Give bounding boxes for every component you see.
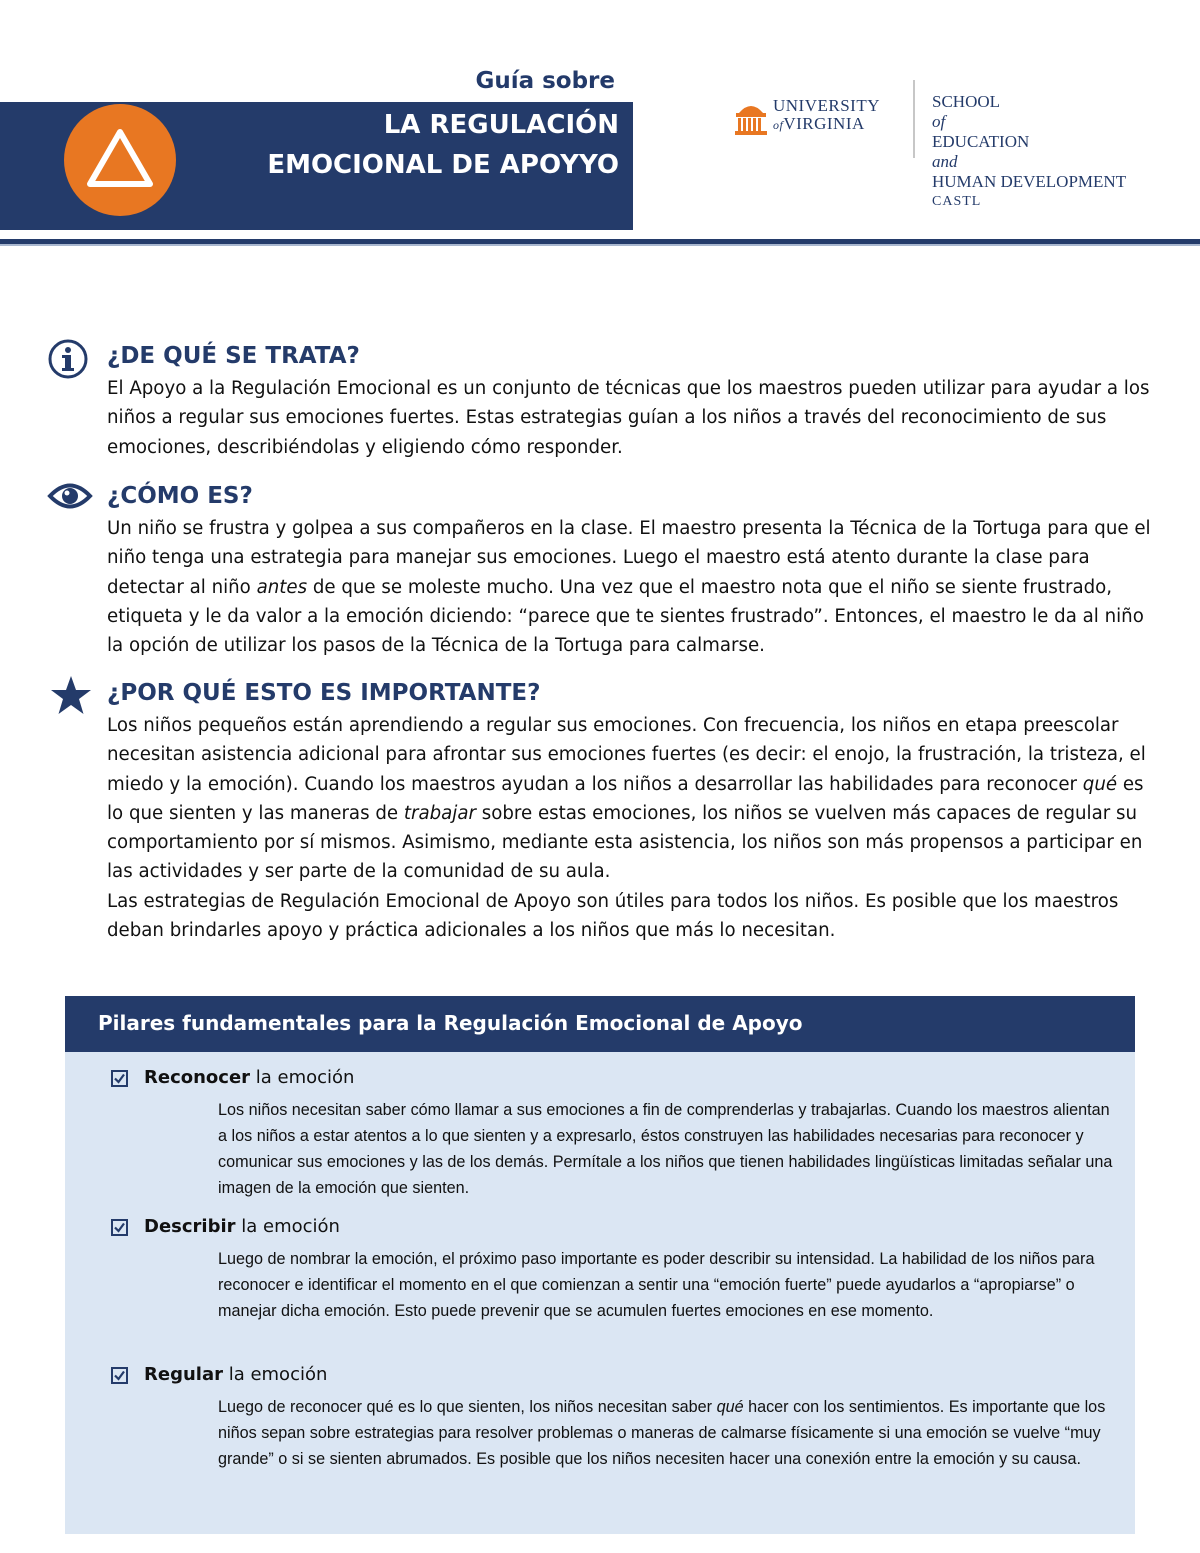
- school-line2-and: and: [932, 152, 958, 171]
- pillar-verb: Describir: [144, 1216, 236, 1237]
- warning-badge: [64, 104, 176, 216]
- pillar-title-rest: la emoción: [250, 1067, 355, 1088]
- info-icon: [47, 338, 89, 380]
- star-icon: [50, 675, 92, 715]
- how-text-post: de que se moleste mucho. Una vez que el maestro nota que el niño se siente frustrado, etiqueta y le da valor a la emoción diciendo: “parece que te sientes frustrado”. Entonces, el maestro le da al niño la opción de utilizar los pasos de la Técnica de la Tortuga para calmarse.: [107, 576, 1144, 657]
- school-line1-post: EDUCATION: [932, 132, 1030, 151]
- pillar-description: Los niños necesitan saber cómo llamar a sus emociones a fin de comprenderlas y trabajarlas. Cuando los maestros alientan a los niños a estar atentos a lo que sienten y a expresarlo, éstos construyen las habilidades necesarias para reconocer y comunicar sus emociones y las de los demás. Permítale a los niños que tienen habilidades lingüísticas limitadas señalar una imagen de la emoción que sienten.: [218, 1101, 1113, 1197]
- pillars-box: [65, 996, 1135, 1534]
- pillar-desc-emphasis: qué: [716, 1398, 744, 1416]
- why-text-b: es lo que sienten y las maneras de: [107, 773, 1144, 824]
- rotunda-icon: [733, 97, 769, 137]
- school-line1-of: of: [932, 112, 946, 131]
- page-title-line1: LA REGULACIÓN: [383, 110, 619, 140]
- section-text-why-p1: [107, 711, 1157, 887]
- why-text-em1: qué: [1082, 773, 1118, 795]
- pillar-title: [144, 1067, 354, 1088]
- page-title-line2: EMOCIONAL DE APOYYO: [267, 150, 619, 180]
- section-text-how: [107, 514, 1157, 660]
- section-heading-why: ¿POR QUÉ ESTO ES IMPORTANTE?: [107, 680, 541, 706]
- uva-line1: UNIVERSITY: [773, 96, 880, 115]
- pillar-title: [144, 1216, 340, 1237]
- pillars-header: [65, 996, 1135, 1052]
- pillar-description: [218, 1394, 1123, 1472]
- pillars-title: Pilares fundamentales para la Regulación Emocional de Apoyo: [98, 1011, 803, 1035]
- checkbox-checked-icon: [111, 1219, 128, 1236]
- uva-wordmark: [773, 97, 880, 134]
- pillar-verb: Regular: [144, 1364, 223, 1385]
- school-line1-pre: SCHOOL: [932, 92, 1001, 111]
- eye-icon: [47, 479, 93, 513]
- section-text-what: El Apoyo a la Regulación Emocional es un conjunto de técnicas que los maestros pueden utilizar para ayudar a los niños a regular sus emociones fuertes. Estas estrategias guían a los niños a través del reconocimiento de sus emociones, describiéndolas y eligiendo cómo responder.: [107, 378, 1150, 458]
- uva-logo: [733, 97, 903, 141]
- school-line2-post: HUMAN DEVELOPMENT: [932, 172, 1127, 191]
- pillar-description: Luego de nombrar la emoción, el próximo paso importante es poder describir su intensidad. La habilidad de los niños para reconocer e identificar el momento en el que comienzan a sentir una “emoción fuerte” puede ayudarlos a “apropiarse” o manejar dicha emoción. Esto puede prevenir que se acumulen fuertes emociones en ese momento.: [218, 1250, 1095, 1320]
- section-heading-how: ¿CÓMO ES?: [107, 483, 253, 509]
- pillar-title-rest: la emoción: [235, 1216, 340, 1237]
- section-body-what: [107, 374, 1157, 462]
- why-text-c: sobre estas emociones, los niños se vuelven más capaces de regular su comportamiento por sí mismos. Asimismo, mediante esta asistencia, los niños son más propensos a participar en las actividades y ser parte de la comunidad de su aula.: [107, 802, 1143, 883]
- why-text-em2: trabajar: [403, 802, 476, 824]
- logo-divider: [913, 80, 915, 158]
- pillar-title-rest: la emoción: [222, 1364, 328, 1385]
- pillar-desc-pre: Luego de reconocer qué es lo que sienten, los niños necesitan saber: [218, 1398, 717, 1416]
- warning-triangle-icon: [64, 104, 176, 216]
- header-rule-light: [0, 244, 1200, 246]
- section-body-how: [107, 514, 1157, 660]
- uva-line2: VIRGINIA: [783, 114, 865, 133]
- section-heading-what: ¿DE QUÉ SE TRATA?: [107, 343, 360, 369]
- school-logo: [932, 92, 1126, 212]
- castl-label: CASTL: [932, 194, 982, 209]
- section-body-why: [107, 711, 1157, 945]
- why-text-a: Los niños pequeños están aprendiendo a regular sus emociones. Con frecuencia, los niños en etapa preescolar necesitan asistencia adicional para afrontar sus emociones fuertes (es decir: el enojo, la frustración, la tristeza, el miedo y la emoción). Cuando los maestros ayudan a los niños a desarrollar las habilidades para reconocer: [107, 715, 1146, 795]
- pillar-desc-post: hacer con los sentimientos. Es importante que los niños sepan sobre estrategias para resolver problemas o maneras de calmarse físicamente si una emoción se vuelve “muy grande” o si se sienten abrumados. Es posible que los niños necesiten hacer una conexión entre la emoción y su causa.: [218, 1398, 1106, 1468]
- pillar-verb: Reconocer: [144, 1067, 251, 1088]
- how-text-pre: Un niño se frustra y golpea a sus compañeros en la clase. El maestro presenta la Técnica de la Tortuga para que el niño tenga una estrategia para manejar sus emociones. Luego el maestro está atento durante la clase para detectar al niño: [107, 518, 1151, 598]
- uva-of: of: [773, 118, 784, 132]
- how-text-emphasis: antes: [256, 576, 308, 598]
- checkbox-checked-icon: [111, 1367, 128, 1384]
- checkbox-checked-icon: [111, 1070, 128, 1087]
- guide-label: Guía sobre: [475, 68, 615, 94]
- section-text-why-p2: Las estrategias de Regulación Emocional de Apoyo son útiles para todos los niños. Es posible que los maestros deban brindarles apoyo y práctica adicionales a los niños que más lo necesitan.: [107, 890, 1119, 942]
- pillar-title: [144, 1364, 327, 1385]
